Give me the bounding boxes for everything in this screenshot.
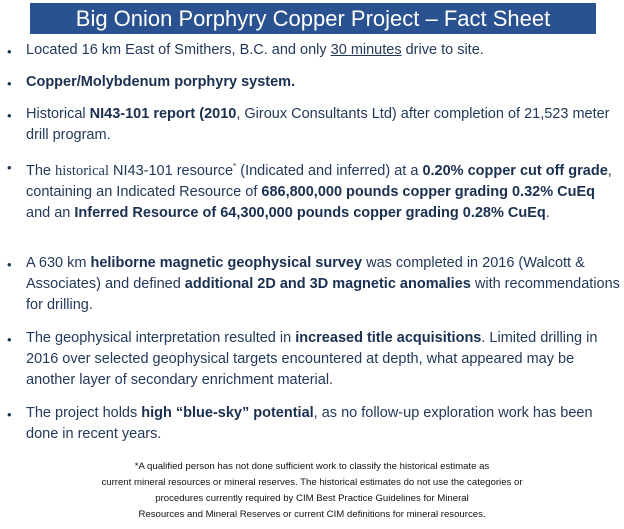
bullet-text: A 630 km heliborne magnetic geophysical survey was completed in 2016 (Walcott & Associates) and defined additional 2D and 3D magnetic anomalies with recommendations for drilling. [26, 255, 620, 313]
bullet-icon: • [7, 76, 12, 91]
bullet-icon: • [7, 44, 12, 59]
bullet-text: Historical NI43-101 report (2010, Giroux Consultants Ltd) after completion of 21,523 meter drill program. [26, 106, 610, 143]
footnote-line: Resources and Mineral Reserves or current CIM definitions for mineral resources. [138, 509, 486, 520]
bullet-text: The project holds high “blue-sky” potential, as no follow-up exploration work has been done in recent years. [26, 405, 593, 442]
disclaimer-footnote [0, 459, 624, 523]
footnote-line: *A qualified person has not done sufficient work to classify the historical estimate as [134, 461, 490, 472]
title-banner [30, 3, 596, 34]
bullet-icon: • [7, 108, 12, 123]
bullet-text: The historical NI43-101 resource* (Indicated and inferred) at a 0.20% copper cut off grade, containing an Indicated Resource of 686,800,000 pounds copper grading 0.32% CuEq and an Inferred Resource of 64,300,000 pounds copper grading 0.28% CuEq. [26, 162, 612, 221]
bullet-icon: • [7, 332, 12, 347]
bullet-text: Located 16 km East of Smithers, B.C. and only 30 minutes drive to site. [26, 42, 484, 58]
bullet-icon: • [7, 160, 12, 175]
footnote-line: current mineral resources or mineral reserves. The historical estimates do not use the categories or [101, 477, 523, 488]
bullet-text: The geophysical interpretation resulted in increased title acquisitions. Limited drilling in 2016 over selected geophysical targets encountered at depth, what appeared may be another layer of secondary enrichment material. [26, 330, 598, 388]
bullet-icon: • [7, 407, 12, 422]
footnote-line: procedures currently required by CIM Best Practice Guidelines for Mineral [155, 493, 469, 504]
bullet-icon: • [7, 257, 12, 272]
page-title: Big Onion Porphyry Copper Project – Fact Sheet [75, 6, 551, 31]
bullet-text: Copper/Molybdenum porphyry system. [26, 74, 296, 90]
